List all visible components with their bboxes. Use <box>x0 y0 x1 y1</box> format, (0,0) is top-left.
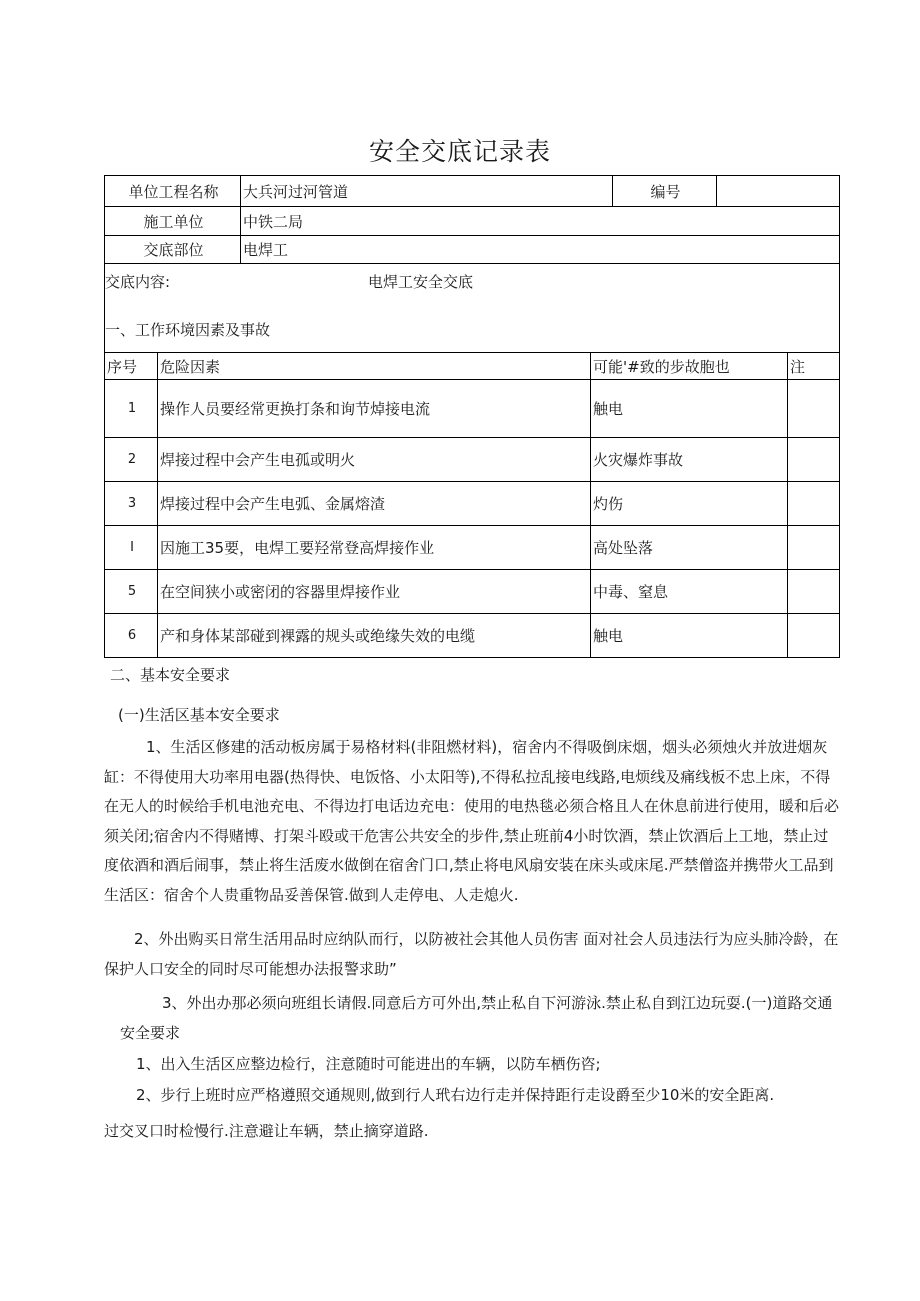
table-row <box>105 614 840 658</box>
content-row <box>105 264 840 353</box>
header-factor: 危险因素 <box>158 353 591 380</box>
construction-unit-label: 施工单位 <box>105 207 241 236</box>
section-1-heading: 一、工作环境因素及事故 <box>105 321 271 339</box>
row-note <box>788 380 840 438</box>
row-accident: 触电 <box>591 614 788 658</box>
disclosure-part-label: 交底部位 <box>105 236 241 264</box>
table-row <box>105 570 840 614</box>
content-cell <box>105 264 840 353</box>
row-factor: 产和身体某部碰到裸露的规头或绝缘失效的电缆 <box>158 614 591 658</box>
row-accident: 高处坠落 <box>591 526 788 570</box>
header-no: 序号 <box>105 353 158 380</box>
row-note <box>788 570 840 614</box>
row-no: 1 <box>105 380 158 438</box>
row-no: 2 <box>105 438 158 482</box>
section-2-heading: 二、基本安全要求 <box>110 666 231 684</box>
row-accident: 火灾爆炸事故 <box>591 438 788 482</box>
table-row <box>105 380 840 438</box>
paragraph-1: 1、生活区修建的活动板房属于易格材料(非阻燃材料)，宿舍内不得吸倒床烟，烟头必须烛火并放进烟灰缸：不得使用大功率用电器(热得快、电饭恪、小太阳等),不得私拉乱接电线路,电烦线及痛线板不忠上床，不得在无人的时候给手机电池充电、不得边打电话边充电：使用的电热毯必须合格且人在休息前进行使用，暖和后必须关闭;宿舍内不得赌博、打架斗殴或干危害公共安全的步件,禁止班前4小时饮酒，禁止饮酒后上工地，禁止过度依酒和酒后闹事，禁止将生活废水做倒在宿舍门口,禁止将电风扇安装在床头或床尾.严禁僧盗并携带火工品到生活区：宿舍个人贵重物品妥善保管.做到人走停电、人走熄火. <box>104 738 840 904</box>
row-no: 6 <box>105 614 158 658</box>
hazard-header-row <box>105 353 840 380</box>
hazard-table <box>104 352 840 658</box>
row-factor: 在空间狭小或密闭的容器里焊接作业 <box>158 570 591 614</box>
content-title: 电焊工安全交底 <box>368 273 474 291</box>
row-note <box>788 614 840 658</box>
row-no: 3 <box>105 482 158 526</box>
table-row <box>105 438 840 482</box>
paragraph-6: 过交叉口时检慢行.注意避让车辆，禁止摘穿道路. <box>104 1122 429 1140</box>
info-row-unit <box>105 207 840 236</box>
row-note <box>788 482 840 526</box>
info-row-project <box>105 176 840 207</box>
content-label: 交底内容: <box>105 273 171 291</box>
number-value <box>717 176 840 207</box>
construction-unit-value: 中铁二局 <box>241 207 840 236</box>
row-accident: 灼伤 <box>591 482 788 526</box>
row-note <box>788 438 840 482</box>
page-title: 安全交底记录表 <box>368 137 551 166</box>
paragraph-2: 2、外出购买日常生活用品时应纳队而行，以防被社会其他人员伤害 面对社会人员违法行为应头肺冷龄，在保护人口安全的同时尽可能想办法报警求助” <box>104 930 839 978</box>
row-accident: 触电 <box>591 380 788 438</box>
disclosure-part-value: 电焊工 <box>241 236 840 264</box>
table-row <box>105 526 840 570</box>
paragraph-5: 2、步行上班时应严格遵照交通规则,做到行人玳右边行走并保持距行走设爵至少10米的安全距离. <box>136 1086 775 1104</box>
paragraph-3: 3、外出办那必须向班组长请假.同意后方可外出,禁止私自下河游泳.禁止私自到江边玩耍.(一)道路交通安全要求 <box>120 994 833 1042</box>
row-factor: 因施工35要，电焊工要羟常登高焊接作业 <box>158 526 591 570</box>
info-table <box>104 175 840 353</box>
row-no: 5 <box>105 570 158 614</box>
table-row <box>105 482 840 526</box>
header-note: 注 <box>788 353 840 380</box>
unit-project-value: 大兵河过河管道 <box>241 176 613 207</box>
row-factor: 操作人员要经常更换打条和询节焯接电流 <box>158 380 591 438</box>
row-note <box>788 526 840 570</box>
paragraph-4: 1、出入生活区应整边检行，注意随时可能进出的车辆，以防车栖伤咨; <box>136 1055 601 1073</box>
unit-project-label: 单位工程名称 <box>105 176 241 207</box>
header-accident: 可能'#致的步故胞也 <box>591 353 788 380</box>
row-accident: 中毒、窒息 <box>591 570 788 614</box>
row-factor: 焊接过程中会产生电孤或明火 <box>158 438 591 482</box>
info-row-part <box>105 236 840 264</box>
row-no: I <box>105 526 158 570</box>
number-label: 编号 <box>613 176 717 207</box>
row-factor: 焊接过程中会产生电弧、金属熔渣 <box>158 482 591 526</box>
subsection-1-heading: (一)生活区基本安全要求 <box>118 706 280 724</box>
